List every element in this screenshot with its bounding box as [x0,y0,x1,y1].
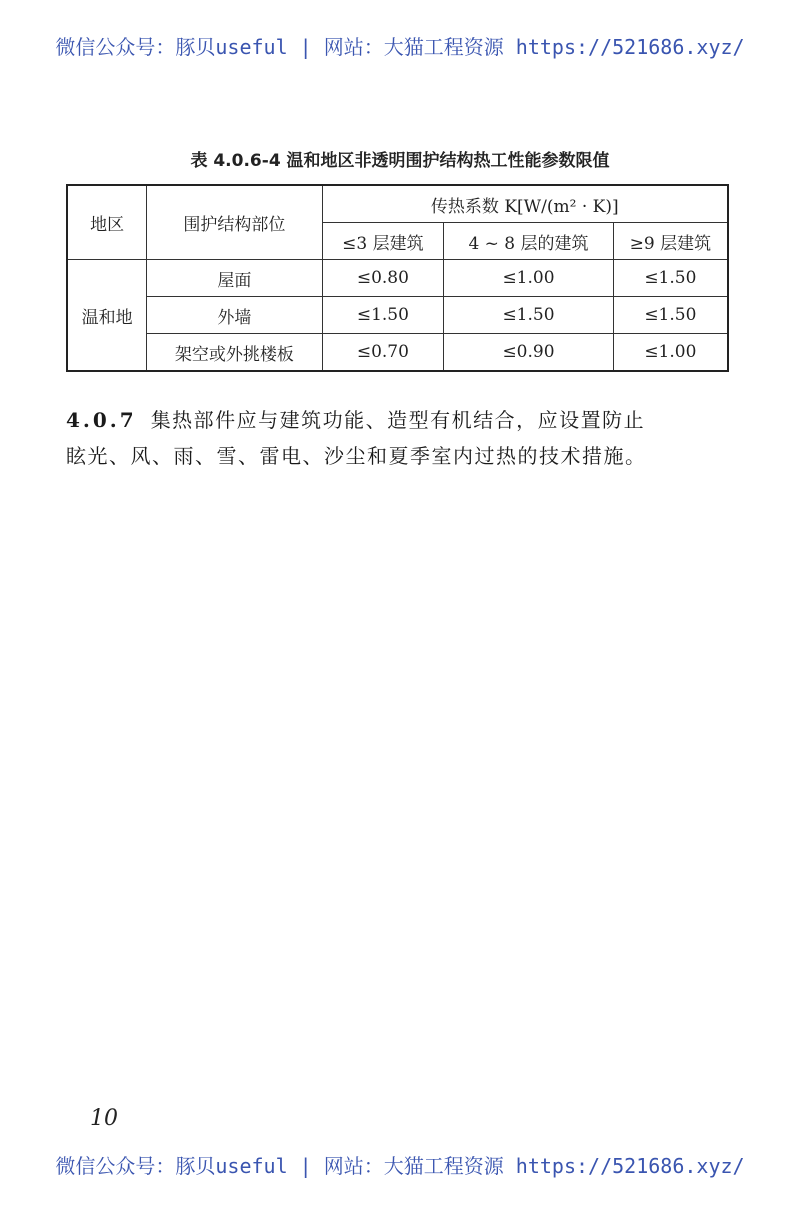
header-col-1: ≤3 层建筑 [322,223,444,260]
table-row [67,297,728,334]
header-part: 围护结构部位 [147,185,322,260]
header-col-3: ≥9 层建筑 [613,223,728,260]
part-cell: 架空或外挑楼板 [147,334,322,372]
value-cell: ≤0.70 [322,334,444,372]
clause-line-2: 眩光、风、雨、雪、雷电、沙尘和夏季室内过热的技术措施。 [66,444,647,468]
value-cell: ≤1.50 [613,297,728,334]
header-region: 地区 [67,185,147,260]
header-col-2: 4 ~ 8 层的建筑 [444,223,613,260]
table-row [67,334,728,372]
value-cell: ≤1.50 [444,297,613,334]
value-cell: ≤0.90 [444,334,613,372]
value-cell: ≤1.50 [322,297,444,334]
clause-paragraph [66,402,736,474]
table-row [67,260,728,297]
watermark-top: 微信公众号：豚贝useful | 网站：大猫工程资源 https://521686.xyz/ [55,35,745,59]
page-number: 10 [90,1106,118,1131]
clause-text-1: 集热部件应与建筑功能、造型有机结合，应设置防止 [150,408,646,432]
value-cell: ≤1.00 [444,260,613,297]
watermark-bottom: 微信公众号：豚贝useful | 网站：大猫工程资源 https://521686.xyz/ [55,1154,745,1178]
thermal-performance-table [66,184,729,372]
region-cell: 温和地 [67,260,147,372]
clause-line-1 [66,402,736,438]
value-cell: ≤1.50 [613,260,728,297]
part-cell: 外墙 [147,297,322,334]
table-caption: 表 4.0.6-4 温和地区非透明围护结构热工性能参数限值 [190,151,610,171]
value-cell: ≤0.80 [322,260,444,297]
clause-number: 4.0.7 [66,408,137,432]
header-k-group: 传热系数 K[W/(m² · K)] [322,185,728,223]
table-header-row [67,185,728,223]
part-cell: 屋面 [147,260,322,297]
value-cell: ≤1.00 [613,334,728,372]
